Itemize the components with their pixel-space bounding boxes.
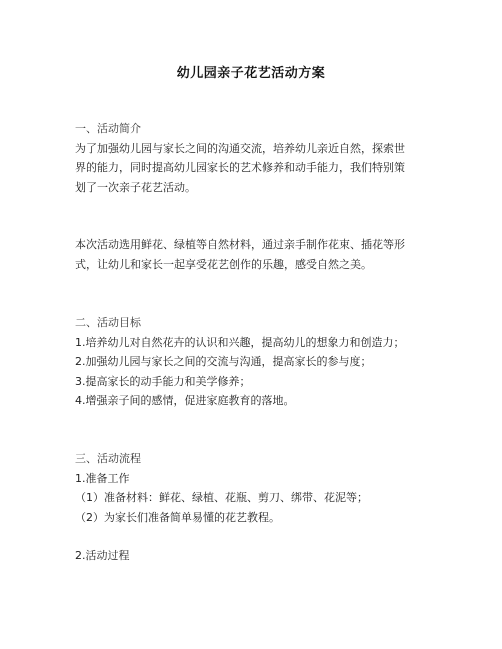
section-heading: 二、活动目标 [75, 316, 141, 329]
section-activity-goals [75, 313, 435, 411]
section-activity-process [75, 449, 435, 527]
list-item: 2.加强幼儿园与家长之间的交流与沟通，提高家长的参与度； [75, 355, 372, 368]
paragraph-line: 划了一次亲子花艺活动。 [75, 180, 196, 194]
section-activity-intro [75, 119, 435, 197]
list-item: 3.提高家长的动手能力和美学修养； [75, 374, 251, 388]
subsection-activity-process [75, 546, 435, 566]
section-heading: 三、活动流程 [75, 452, 141, 465]
intro-paragraph-2 [75, 235, 435, 274]
list-item: 1.培养幼儿对自然花卉的认识和兴趣，提高幼儿的想象力和创造力； [75, 335, 405, 349]
paragraph-line: 本次活动选用鲜花、绿植等自然材料，通过亲手制作花束、插花等形 [75, 238, 405, 251]
paragraph-line: 式，让幼儿和家长一起享受花艺创作的乐趣，感受自然之美。 [75, 257, 372, 271]
section-heading: 一、活动简介 [75, 122, 141, 135]
list-item: （2）为家长们准备简单易懂的花艺教程。 [75, 510, 280, 524]
subsection-heading: 2.活动过程 [75, 549, 130, 562]
document-title: 幼儿园亲子花艺活动方案 [176, 66, 326, 81]
paragraph-line: 界的能力，同时提高幼儿园家长的艺术修养和动手能力，我们特别策 [75, 161, 405, 174]
paragraph-line: 为了加强幼儿园与家长之间的沟通交流，培养幼儿亲近自然，探索世 [75, 141, 405, 155]
subsection-heading: 1.准备工作 [75, 471, 130, 485]
list-item: 4.增强亲子间的感情，促进家庭教育的落地。 [75, 394, 295, 407]
list-item: （1）准备材料：鲜花、绿植、花瓶、剪刀、绑带、花泥等； [75, 491, 368, 504]
